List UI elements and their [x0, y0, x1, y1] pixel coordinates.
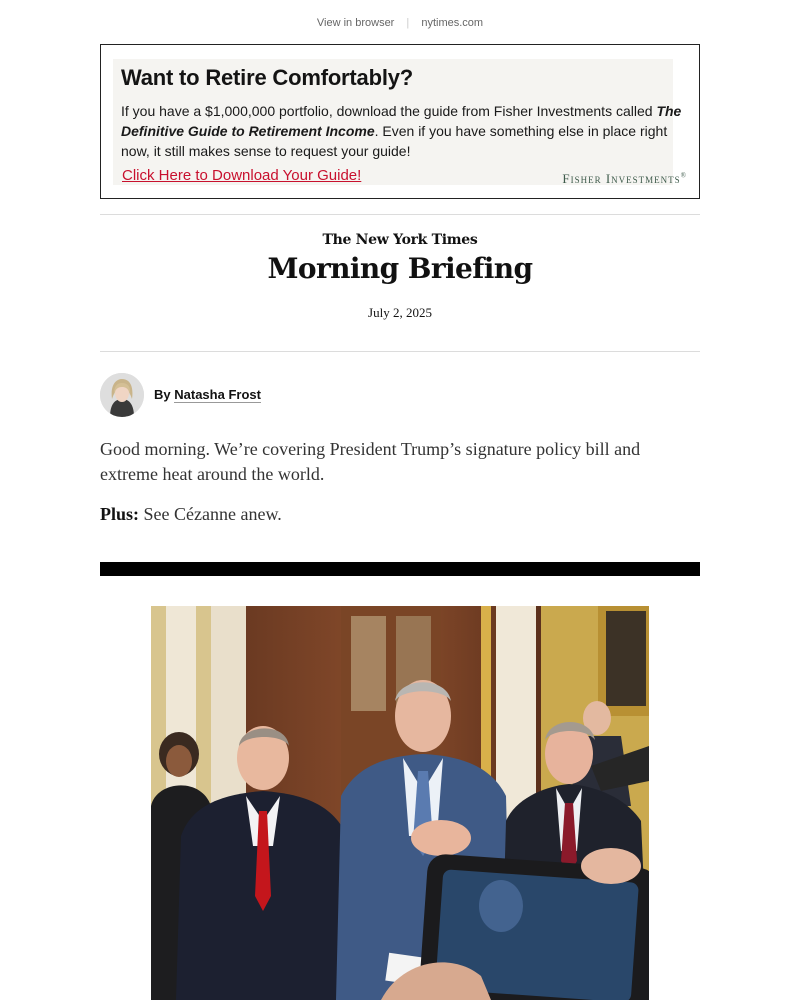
- ad-body-part2: . Even if you have something else in place right now, it still makes sense to request your guide!: [121, 123, 668, 159]
- divider-header: [100, 351, 700, 352]
- ad-banner[interactable]: [100, 44, 700, 199]
- intro-plus: [100, 502, 700, 527]
- ad-brand-logo: [562, 171, 687, 187]
- plus-text: See Cézanne anew.: [143, 504, 282, 524]
- ad-brand-name: Fisher Investments: [562, 171, 681, 186]
- ad-body-emphasis: The Definitive Guide to Retirement Income: [121, 103, 682, 139]
- senators-photo-image: [151, 606, 649, 1000]
- ad-title: Want to Retire Comfortably?: [121, 65, 414, 90]
- intro-lede: Good morning. We’re covering President Trump’s signature policy bill and extreme heat around the world.: [100, 439, 641, 484]
- ad-body-part1: If you have a $1,000,000 portfolio, download the guide from Fisher Investments called: [121, 103, 657, 119]
- newsletter-title: Morning Briefing: [267, 252, 533, 285]
- byline-prefix: By: [154, 387, 171, 402]
- ad-download-link[interactable]: Click Here to Download Your Guide!: [122, 167, 362, 184]
- view-in-browser-link[interactable]: View in browser: [316, 17, 395, 29]
- author-avatar: [100, 373, 144, 417]
- nytimes-link[interactable]: nytimes.com: [421, 17, 484, 29]
- byline: [100, 372, 261, 417]
- nyt-masthead-logo[interactable]: The New York Times: [322, 232, 478, 248]
- author-portrait-icon: [100, 373, 144, 417]
- ad-body: [121, 101, 686, 161]
- lead-photo[interactable]: [151, 606, 649, 1000]
- divider-top: [100, 214, 700, 215]
- plus-label: Plus:: [100, 504, 140, 524]
- issue-date: July 2, 2025: [368, 305, 432, 320]
- top-links: [0, 17, 800, 29]
- author-link[interactable]: Natasha Frost: [174, 387, 261, 402]
- ad-brand-mark: ®: [680, 171, 687, 180]
- link-separator: |: [406, 17, 410, 29]
- section-divider-bar: [100, 562, 700, 576]
- byline-text: [154, 387, 261, 402]
